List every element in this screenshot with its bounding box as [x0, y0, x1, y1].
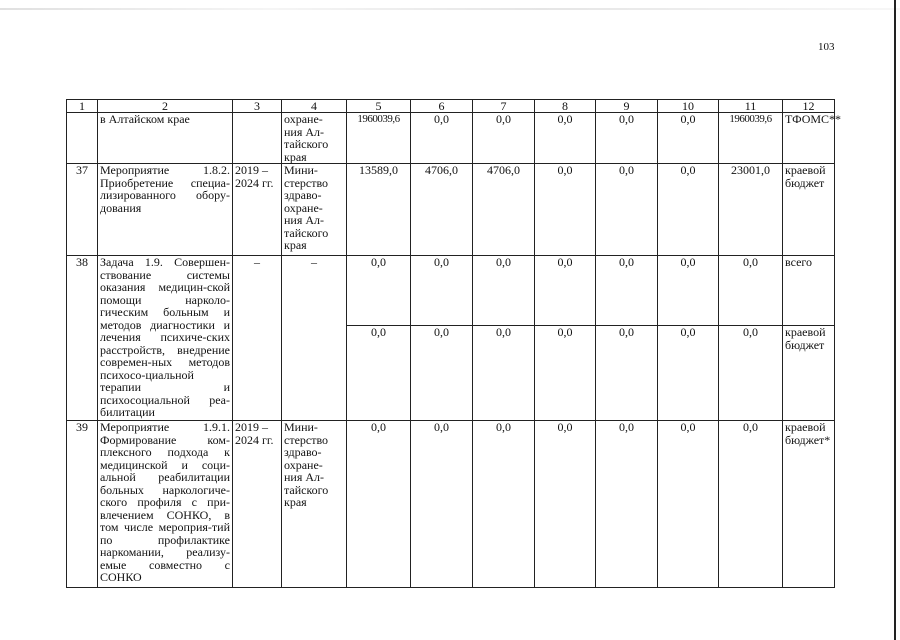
scan-right-edge	[894, 0, 896, 640]
measure-name-cell: в Алтайском крае	[98, 113, 233, 164]
value-cell: 0,0	[473, 421, 535, 588]
value-cell: 0,0	[473, 326, 535, 421]
row-number-cell: 38	[67, 256, 98, 421]
value-cell: 0,0	[535, 326, 596, 421]
period-cell	[233, 113, 282, 164]
value-cell: 0,0	[596, 113, 658, 164]
period-cell: 2019 – 2024 гг.	[233, 164, 282, 256]
value-cell: 0,0	[719, 421, 783, 588]
column-header: 2	[98, 100, 233, 113]
value-cell: 0,0	[411, 326, 473, 421]
funding-source-cell: краевой бюджет	[783, 164, 835, 256]
value-cell: 0,0	[658, 421, 719, 588]
value-cell: 0,0	[596, 421, 658, 588]
funding-source-cell: ТФОМС**	[783, 113, 835, 164]
value-cell: 0,0	[473, 256, 535, 326]
executor-cell: Мини- стерство здраво- охране- ния Ал- тайского края	[282, 164, 347, 256]
value-cell: 0,0	[535, 113, 596, 164]
executor-cell: Мини- стерство здраво- охране- ния Ал- тайского края	[282, 421, 347, 588]
value-cell: 0,0	[411, 421, 473, 588]
column-header: 8	[535, 100, 596, 113]
table-row	[67, 113, 835, 164]
funding-source-cell: всего	[783, 256, 835, 326]
period-cell: 2019 – 2024 гг.	[233, 421, 282, 588]
value-cell: 0,0	[347, 421, 411, 588]
column-header: 9	[596, 100, 658, 113]
value-cell: 0,0	[535, 256, 596, 326]
value-cell: 4706,0	[473, 164, 535, 256]
column-header: 7	[473, 100, 535, 113]
value-cell: 4706,0	[411, 164, 473, 256]
page-number: 103	[818, 41, 835, 53]
measure-name-cell: Задача 1.9. Совершен-ствование системы оказания медицин-ской помощи нарколо-гическим больным и методов диагностики и лечения психиче-ских расстройств, внедрение современ-ных методов психосо-циальной терапии и психосоциальной реа-билитации	[98, 256, 233, 421]
executor-cell: –	[282, 256, 347, 421]
value-cell: 0,0	[347, 256, 411, 326]
row-number-cell: 39	[67, 421, 98, 588]
value-cell: 0,0	[658, 164, 719, 256]
value-cell: 0,0	[411, 256, 473, 326]
value-cell: 13589,0	[347, 164, 411, 256]
value-cell: 0,0	[658, 256, 719, 326]
program-budget-table	[66, 99, 842, 588]
table-row	[67, 164, 835, 256]
value-cell: 0,0	[535, 164, 596, 256]
table-row	[67, 421, 835, 588]
executor-cell: охране- ния Ал- тайского края	[282, 113, 347, 164]
value-cell: 0,0	[473, 113, 535, 164]
column-header: 5	[347, 100, 411, 113]
value-cell: 1960039,6	[719, 113, 783, 164]
value-cell: 0,0	[658, 113, 719, 164]
column-header: 11	[719, 100, 783, 113]
column-header: 3	[233, 100, 282, 113]
value-cell: 23001,0	[719, 164, 783, 256]
table-header-row	[67, 100, 835, 113]
row-number-cell: 37	[67, 164, 98, 256]
funding-source-cell: краевой бюджет	[783, 326, 835, 421]
value-cell: 0,0	[347, 326, 411, 421]
column-header: 10	[658, 100, 719, 113]
value-cell: 0,0	[719, 326, 783, 421]
column-header: 4	[282, 100, 347, 113]
value-cell: 0,0	[411, 113, 473, 164]
value-cell: 0,0	[596, 256, 658, 326]
value-cell: 0,0	[535, 421, 596, 588]
table-row	[67, 256, 835, 326]
row-number-cell	[67, 113, 98, 164]
measure-name-cell: Мероприятие 1.9.1. Формирование ком-плексного подхода к медицинской и соци-альной реабилитации больных наркологиче-ского профиля с при-влечением СОНКО, в том числе мероприя-тий по профилактике наркомании, реализу-емые совместно с СОНКО	[98, 421, 233, 588]
column-header: 6	[411, 100, 473, 113]
value-cell: 0,0	[596, 326, 658, 421]
column-header: 12	[783, 100, 835, 113]
funding-source-cell: краевой бюджет*	[783, 421, 835, 588]
column-header: 1	[67, 100, 98, 113]
measure-name-cell: Мероприятие 1.8.2. Приобретение специа-лизированного обору-дования	[98, 164, 233, 256]
value-cell: 0,0	[719, 256, 783, 326]
period-cell: –	[233, 256, 282, 421]
value-cell: 0,0	[596, 164, 658, 256]
value-cell: 0,0	[658, 326, 719, 421]
scan-top-edge	[0, 8, 900, 10]
value-cell: 1960039,6	[347, 113, 411, 164]
